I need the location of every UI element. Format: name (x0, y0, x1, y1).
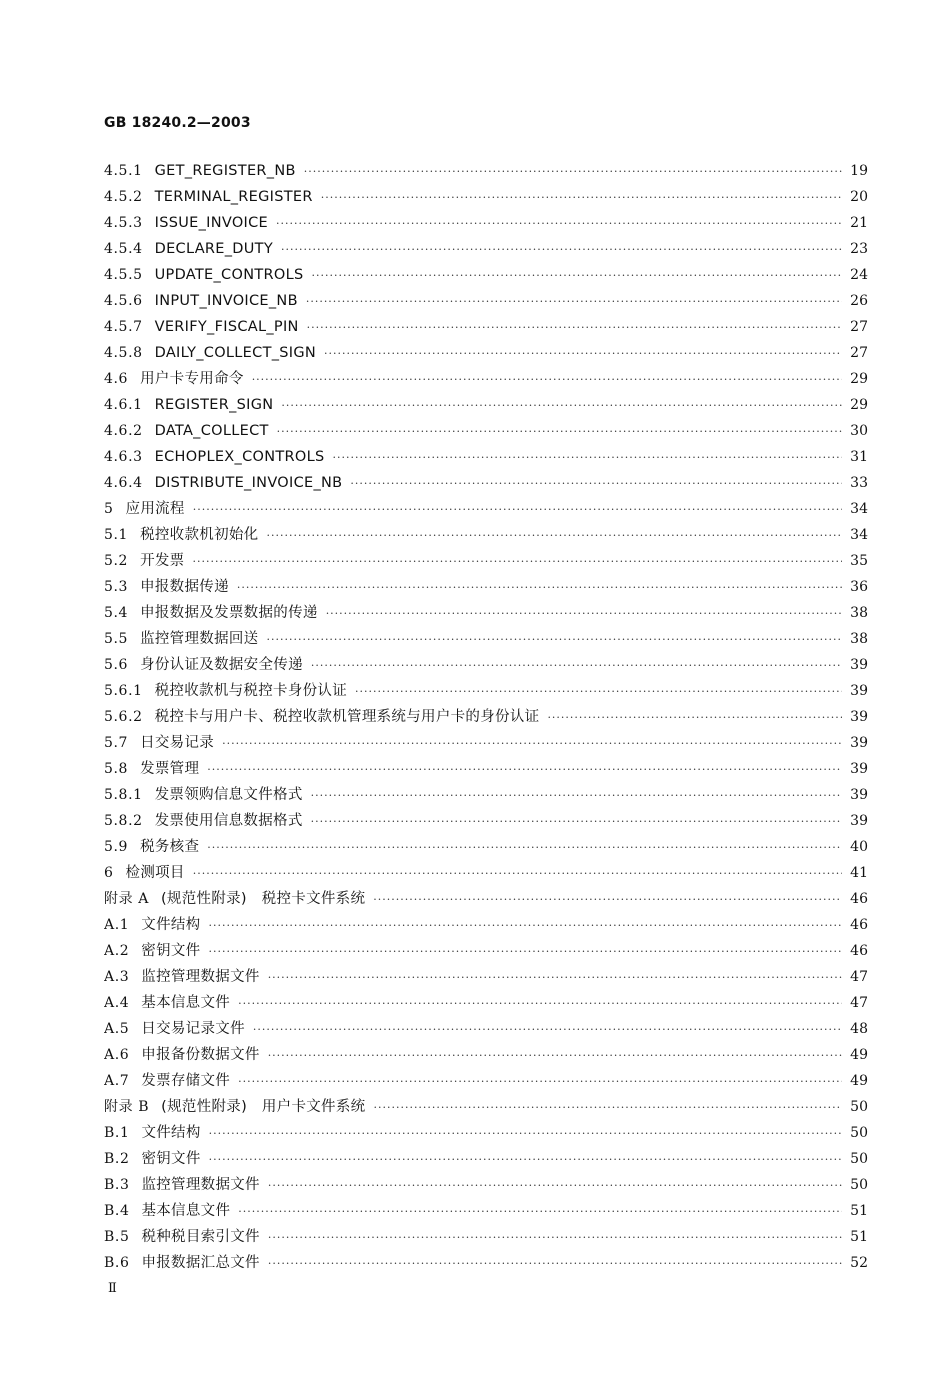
toc-entry-title: 监控管理数据回送 (140, 631, 259, 647)
toc-entry-number: 6 (104, 865, 114, 881)
toc-entry-title: (规范性附录) 税控卡文件系统 (160, 891, 366, 907)
toc-entry-page: 50 (850, 1177, 868, 1193)
toc-entry-title: DISTRIBUTE_INVOICE_NB (154, 475, 343, 491)
toc-entry-number: A.5 (104, 1021, 130, 1037)
toc-leader-dots (207, 757, 842, 782)
toc-entry-title: 申报备份数据文件 (141, 1047, 260, 1063)
toc-entry-number: 5.9 (104, 839, 129, 855)
toc-entry-title: 用户卡专用命令 (140, 371, 244, 387)
toc-entry-page: 51 (850, 1203, 868, 1219)
toc-entry-number: 附录 B (104, 1099, 150, 1115)
toc-entry-title: 应用流程 (125, 501, 185, 517)
toc-entry-number: 5.2 (104, 553, 129, 569)
toc-entry[interactable] (104, 418, 868, 444)
toc-entry[interactable] (104, 574, 868, 600)
toc-entry-number: 5.1 (104, 527, 129, 543)
toc-entry-title: DAILY_COLLECT_SIGN (154, 345, 317, 361)
toc-leader-dots (237, 575, 842, 600)
toc-leader-dots (547, 705, 842, 730)
toc-leader-dots (222, 731, 842, 756)
toc-entry-page: 34 (850, 527, 868, 543)
toc-leader-dots (238, 991, 842, 1016)
toc-entry-page: 38 (850, 631, 868, 647)
toc-entry[interactable] (104, 366, 868, 392)
toc-leader-dots (192, 549, 842, 574)
toc-entry-number: 4.5.2 (104, 189, 143, 205)
toc-entry-page: 47 (850, 995, 868, 1011)
toc-entry-title: ECHOPLEX_CONTROLS (154, 449, 325, 465)
toc-leader-dots (253, 1017, 842, 1042)
toc-entry-page: 49 (850, 1073, 868, 1089)
toc-entry-page: 29 (850, 371, 868, 387)
toc-entry-page: 29 (850, 397, 868, 413)
toc-leader-dots (207, 835, 842, 860)
toc-entry[interactable] (104, 262, 868, 288)
toc-entry[interactable] (104, 548, 868, 574)
toc-entry-page: 39 (850, 683, 868, 699)
toc-entry-number: B.3 (104, 1177, 130, 1193)
toc-leader-dots (311, 783, 842, 808)
toc-entry-number: 4.5.5 (104, 267, 143, 283)
toc-entry-page: 41 (850, 865, 868, 881)
toc-entry[interactable] (104, 236, 868, 262)
toc-entry-page: 23 (850, 241, 868, 257)
toc-entry-number: 5.8.2 (104, 813, 143, 829)
toc-entry-number: 5.8 (104, 761, 129, 777)
toc-entry[interactable] (104, 1172, 868, 1198)
toc-entry[interactable] (104, 392, 868, 418)
toc-leader-dots (238, 1199, 842, 1224)
toc-leader-dots (355, 679, 842, 704)
toc-entry[interactable] (104, 860, 868, 886)
toc-entry-page: 39 (850, 761, 868, 777)
toc-entry-page: 20 (850, 189, 868, 205)
toc-entry-number: 5.6 (104, 657, 129, 673)
toc-entry[interactable] (104, 886, 868, 912)
toc-entry-page: 49 (850, 1047, 868, 1063)
toc-entry[interactable] (104, 496, 868, 522)
toc-leader-dots (252, 367, 842, 392)
toc-entry[interactable] (104, 912, 868, 938)
toc-leader-dots (324, 341, 842, 366)
toc-entry[interactable] (104, 1042, 868, 1068)
toc-entry-page: 19 (850, 163, 868, 179)
toc-entry-number: B.6 (104, 1255, 130, 1271)
toc-entry-page: 31 (850, 449, 868, 465)
toc-entry-number: 5.6.2 (104, 709, 143, 725)
toc-leader-dots (209, 1147, 842, 1172)
toc-entry-page: 48 (850, 1021, 868, 1037)
toc-entry-number: A.2 (104, 943, 130, 959)
toc-entry[interactable] (104, 1094, 868, 1120)
toc-leader-dots (311, 809, 842, 834)
toc-entry-page: 50 (850, 1125, 868, 1141)
toc-entry-title: 密钥文件 (141, 943, 201, 959)
toc-entry-title: 密钥文件 (141, 1151, 201, 1167)
toc-entry[interactable] (104, 964, 868, 990)
toc-entry-title: 基本信息文件 (141, 995, 231, 1011)
toc-entry-page: 39 (850, 787, 868, 803)
toc-leader-dots (268, 965, 842, 990)
toc-entry-number: 4.6.3 (104, 449, 143, 465)
toc-entry-title: VERIFY_FISCAL_PIN (154, 319, 299, 335)
toc-entry-page: 26 (850, 293, 868, 309)
toc-entry[interactable] (104, 1250, 868, 1276)
toc-entry-title: 检测项目 (125, 865, 185, 881)
toc-entry-page: 38 (850, 605, 868, 621)
toc-entry-title: 监控管理数据文件 (141, 969, 260, 985)
toc-entry-page: 52 (850, 1255, 868, 1271)
table-of-contents (104, 158, 868, 1276)
toc-entry-page: 39 (850, 735, 868, 751)
toc-entry-title: ISSUE_INVOICE (154, 215, 268, 231)
toc-entry[interactable] (104, 314, 868, 340)
toc-entry-number: 4.5.7 (104, 319, 143, 335)
toc-leader-dots (321, 185, 842, 210)
toc-entry[interactable] (104, 1198, 868, 1224)
toc-entry-title: 文件结构 (141, 917, 201, 933)
toc-entry[interactable] (104, 600, 868, 626)
toc-leader-dots (307, 315, 842, 340)
toc-entry-title: 发票使用信息数据格式 (154, 813, 303, 829)
toc-entry-number: 5.7 (104, 735, 129, 751)
toc-entry-page: 33 (850, 475, 868, 491)
toc-entry-number: 4.5.1 (104, 163, 143, 179)
toc-entry-page: 34 (850, 501, 868, 517)
toc-entry-title: 申报数据传递 (140, 579, 229, 595)
toc-leader-dots (268, 1043, 842, 1068)
toc-entry[interactable] (104, 678, 868, 704)
toc-leader-dots (268, 1173, 842, 1198)
toc-entry[interactable] (104, 470, 868, 496)
toc-leader-dots (326, 601, 842, 626)
toc-entry-title: 发票管理 (140, 761, 200, 777)
toc-entry-title: 税控收款机与税控卡身份认证 (154, 683, 348, 699)
toc-entry-title: 文件结构 (141, 1125, 201, 1141)
toc-entry-page: 27 (850, 319, 868, 335)
toc-entry-number: 4.5.3 (104, 215, 143, 231)
toc-entry-number: 4.5.4 (104, 241, 143, 257)
toc-leader-dots (333, 445, 842, 470)
toc-leader-dots (350, 471, 842, 496)
toc-entry[interactable] (104, 808, 868, 834)
toc-entry-page: 46 (850, 943, 868, 959)
toc-entry-title: 税控收款机初始化 (140, 527, 259, 543)
toc-leader-dots (268, 1225, 842, 1250)
toc-entry-page: 40 (850, 839, 868, 855)
toc-entry[interactable] (104, 184, 868, 210)
toc-entry-title: REGISTER_SIGN (154, 397, 274, 413)
page-number: Ⅱ (108, 1281, 117, 1296)
toc-entry-number: 5.6.1 (104, 683, 143, 699)
toc-entry-title: 税控卡与用户卡、税控收款机管理系统与用户卡的身份认证 (154, 709, 540, 725)
toc-entry[interactable] (104, 782, 868, 808)
toc-entry-number: B.5 (104, 1229, 130, 1245)
toc-entry[interactable] (104, 626, 868, 652)
toc-entry-number: 5 (104, 501, 114, 517)
toc-leader-dots (311, 653, 842, 678)
toc-entry-page: 50 (850, 1151, 868, 1167)
toc-leader-dots (193, 497, 842, 522)
toc-entry-number: 4.5.6 (104, 293, 143, 309)
toc-entry-number: B.1 (104, 1125, 130, 1141)
toc-leader-dots (277, 419, 842, 444)
toc-entry[interactable] (104, 1120, 868, 1146)
toc-leader-dots (266, 523, 842, 548)
toc-leader-dots (373, 1095, 842, 1120)
toc-entry-number: A.6 (104, 1047, 130, 1063)
toc-entry[interactable] (104, 1146, 868, 1172)
toc-entry[interactable] (104, 340, 868, 366)
toc-leader-dots (266, 627, 842, 652)
toc-entry-title: UPDATE_CONTROLS (154, 267, 304, 283)
toc-entry-title: 税务核查 (140, 839, 200, 855)
toc-entry-page: 24 (850, 267, 868, 283)
toc-entry[interactable] (104, 704, 868, 730)
toc-entry-number: A.4 (104, 995, 130, 1011)
toc-leader-dots (193, 861, 842, 886)
toc-leader-dots (238, 1069, 842, 1094)
toc-entry-title: 身份认证及数据安全传递 (140, 657, 303, 673)
toc-entry-number: 4.6.2 (104, 423, 143, 439)
toc-entry[interactable] (104, 756, 868, 782)
toc-leader-dots (304, 159, 842, 184)
toc-entry[interactable] (104, 652, 868, 678)
toc-leader-dots (306, 289, 842, 314)
toc-entry[interactable] (104, 210, 868, 236)
toc-entry-number: 5.5 (104, 631, 129, 647)
toc-leader-dots (281, 393, 842, 418)
toc-entry-page: 39 (850, 813, 868, 829)
toc-entry[interactable] (104, 938, 868, 964)
toc-entry-page: 21 (850, 215, 868, 231)
toc-entry-title: 日交易记录 (140, 735, 215, 751)
toc-entry[interactable] (104, 1224, 868, 1250)
toc-entry-number: B.2 (104, 1151, 130, 1167)
toc-entry-number: 4.6.1 (104, 397, 143, 413)
toc-entry-title: 申报数据及发票数据的传递 (140, 605, 318, 621)
toc-entry-title: 基本信息文件 (141, 1203, 231, 1219)
toc-entry-number: 4.5.8 (104, 345, 143, 361)
toc-entry-page: 47 (850, 969, 868, 985)
toc-leader-dots (268, 1251, 842, 1276)
toc-entry[interactable] (104, 288, 868, 314)
toc-leader-dots (276, 211, 842, 236)
toc-entry-title: 发票领购信息文件格式 (154, 787, 303, 803)
toc-leader-dots (209, 1121, 842, 1146)
toc-entry-title: 开发票 (140, 553, 185, 569)
toc-entry-page: 27 (850, 345, 868, 361)
toc-entry[interactable] (104, 522, 868, 548)
toc-entry-title: 监控管理数据文件 (141, 1177, 260, 1193)
toc-entry-number: 5.3 (104, 579, 129, 595)
toc-entry-title: GET_REGISTER_NB (154, 163, 296, 179)
toc-entry-number: A.1 (104, 917, 130, 933)
toc-leader-dots (208, 913, 842, 938)
toc-entry-page: 51 (850, 1229, 868, 1245)
toc-entry-title: (规范性附录) 用户卡文件系统 (161, 1099, 366, 1115)
toc-entry[interactable] (104, 1068, 868, 1094)
toc-entry-title: 发票存储文件 (141, 1073, 231, 1089)
toc-entry-title: DECLARE_DUTY (154, 241, 273, 257)
toc-entry-page: 39 (850, 709, 868, 725)
toc-entry-page: 35 (850, 553, 868, 569)
toc-entry-number: 5.8.1 (104, 787, 143, 803)
toc-leader-dots (208, 939, 842, 964)
toc-entry-number: B.4 (104, 1203, 130, 1219)
toc-leader-dots (281, 237, 842, 262)
toc-entry-title: DATA_COLLECT (154, 423, 269, 439)
toc-entry-number: 4.6 (104, 371, 129, 387)
toc-entry-title: TERMINAL_REGISTER (154, 189, 313, 205)
toc-entry-number: 附录 A (104, 891, 149, 907)
toc-entry-number: A.3 (104, 969, 130, 985)
toc-entry-page: 46 (850, 891, 868, 907)
toc-entry[interactable] (104, 730, 868, 756)
toc-entry-page: 30 (850, 423, 868, 439)
toc-entry[interactable] (104, 990, 868, 1016)
toc-entry-page: 50 (850, 1099, 868, 1115)
toc-leader-dots (373, 887, 842, 912)
toc-entry[interactable] (104, 834, 868, 860)
toc-entry-title: 申报数据汇总文件 (141, 1255, 260, 1271)
toc-entry-number: A.7 (104, 1073, 130, 1089)
toc-entry-page: 39 (850, 657, 868, 673)
toc-entry-title: 税种税目索引文件 (141, 1229, 260, 1245)
toc-entry-page: 36 (850, 579, 868, 595)
toc-entry-page: 46 (850, 917, 868, 933)
toc-entry-title: INPUT_INVOICE_NB (154, 293, 298, 309)
toc-entry[interactable] (104, 158, 868, 184)
toc-entry[interactable] (104, 444, 868, 470)
toc-entry-number: 5.4 (104, 605, 129, 621)
toc-leader-dots (311, 263, 842, 288)
standard-code-header: GB 18240.2—2003 (104, 115, 251, 131)
toc-entry-title: 日交易记录文件 (141, 1021, 245, 1037)
toc-entry[interactable] (104, 1016, 868, 1042)
toc-entry-number: 4.6.4 (104, 475, 143, 491)
